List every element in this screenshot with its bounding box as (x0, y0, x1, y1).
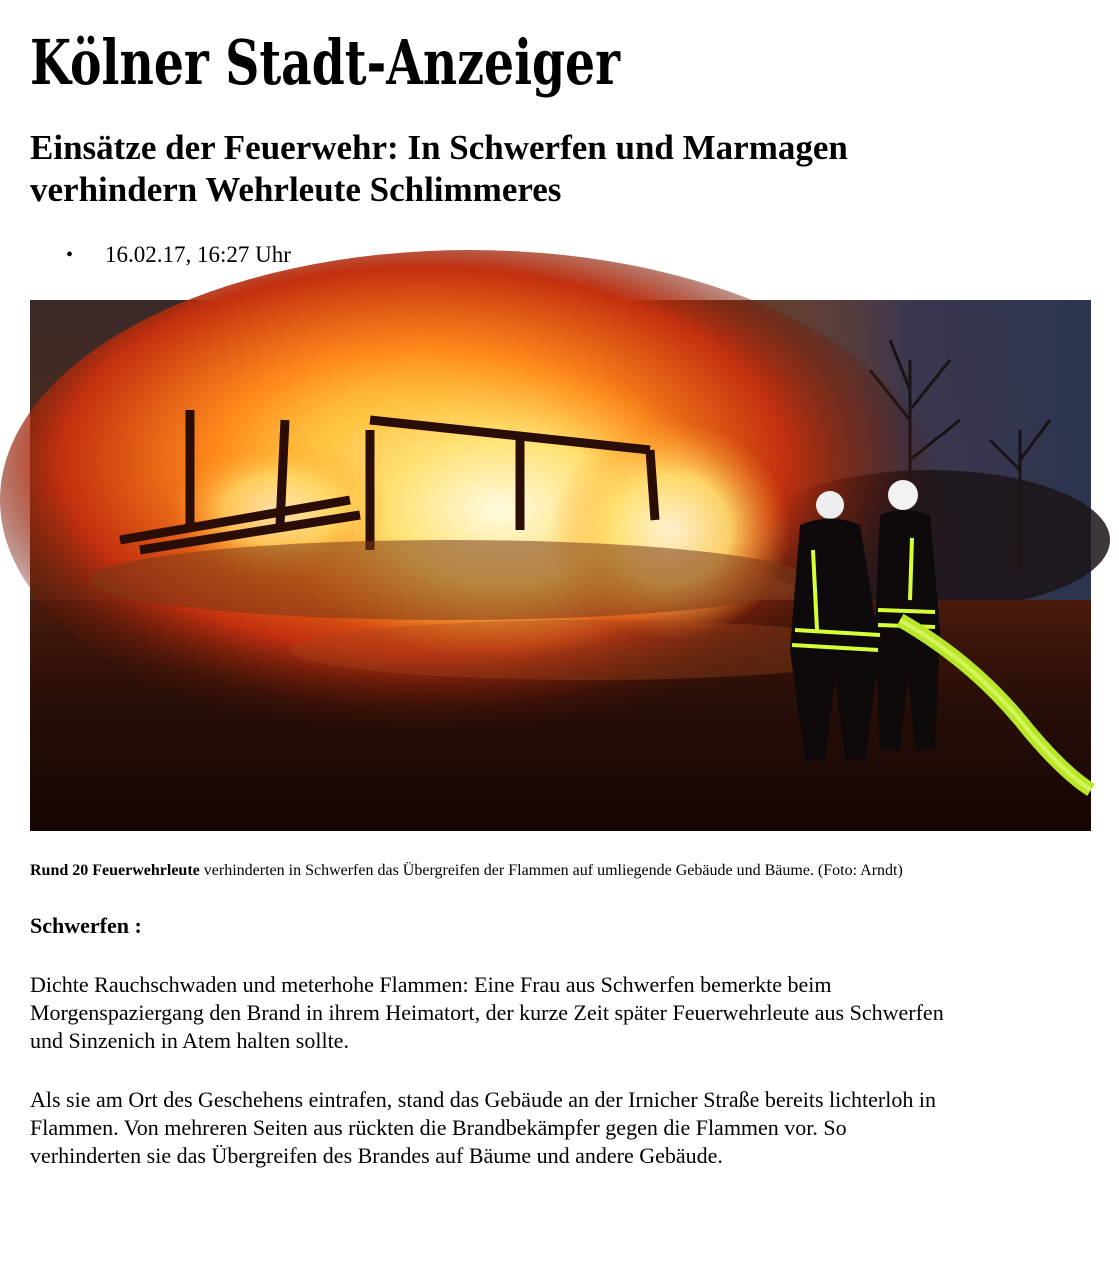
caption-text: verhinderten in Schwerfen das Übergreifen der Flammen auf umliegende Gebäude und Bäume. (Foto: Arndt) (199, 862, 903, 879)
headline-line-2: verhindern Wehrleute Schlimmeres (30, 170, 562, 209)
photo-caption (30, 861, 1092, 881)
masthead-text: Kölner Stadt-Anzeiger (30, 26, 622, 99)
article-photo[interactable] (30, 300, 1091, 831)
para2-line3: verhinderten sie das Übergreifen des Brandes auf Bäume und andere Gebäude. (30, 1143, 723, 1168)
para2-line1: Als sie am Ort des Geschehens eintrafen, stand das Gebäude an der Irnicher Straße bereits lichterloh in (30, 1087, 936, 1112)
paragraph-2 (30, 1086, 1092, 1170)
para1-line3: und Sinzenich in Atem halten sollte. (30, 1028, 349, 1053)
publish-date: 16.02.17, 16:27 Uhr (105, 242, 291, 267)
para1-line2: Morgenspaziergang den Brand in ihrem Heimatort, der kurze Zeit später Feuerwehrleute aus Schwerfen (30, 1000, 944, 1025)
para2-line2: Flammen. Von mehreren Seiten aus rückten die Brandbekämpfer gegen die Flammen vor. So (30, 1115, 847, 1140)
bullet-icon: • (66, 244, 74, 266)
masthead-wordmark (30, 22, 630, 102)
article-headline (30, 127, 1070, 211)
caption-bold: Rund 20 Feuerwehrleute (30, 862, 200, 879)
article-meta (30, 240, 291, 270)
headline-line-1: Einsätze der Feuerwehr: In Schwerfen und Marmagen (30, 128, 848, 167)
publish-date-item (30, 240, 291, 270)
masthead-logo[interactable] (30, 22, 630, 102)
paragraph-1 (30, 971, 1092, 1055)
para1-line1: Dichte Rauchschwaden und meterhohe Flammen: Eine Frau aus Schwerfen bemerkte beim (30, 972, 832, 997)
fire-scene-image (30, 300, 1091, 831)
dateline: Schwerfen : (30, 913, 142, 938)
